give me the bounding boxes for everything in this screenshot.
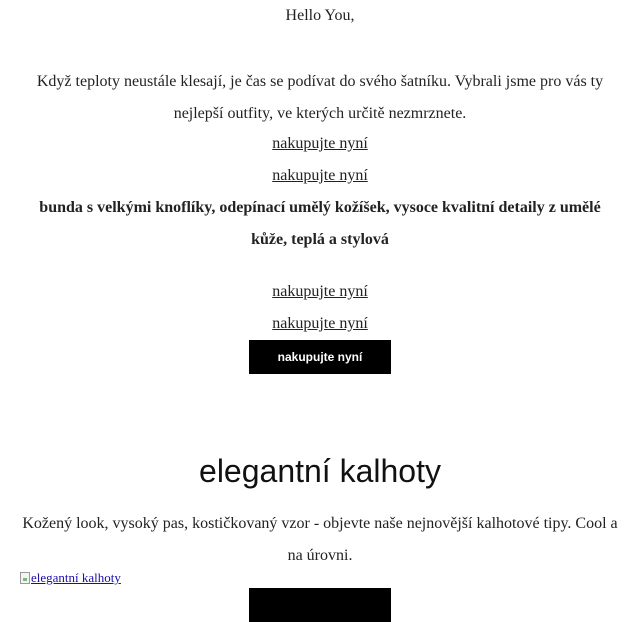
section-heading: elegantní kalhoty [199, 453, 441, 489]
shop-now-link-4[interactable]: nakupujte nyní [272, 315, 368, 332]
intro-text: Když teploty neustále klesají, je čas se podívat do svého šatníku. Vybrali jsme pro vás ty nejlepší outfity, ve kterých určitě nezmrznete. [36, 73, 604, 122]
shop-now-button[interactable]: nakupujte nyní [249, 340, 391, 374]
shop-now-button-2[interactable] [249, 588, 391, 622]
broken-image-icon [20, 572, 30, 584]
section-description: Kožený look, vysoký pas, kostičkovaný vzor - objevte naše nejnovější kalhotové tipy. Cool a na úrovni. [22, 515, 618, 564]
shop-now-link-3[interactable]: nakupujte nyní [272, 283, 368, 300]
product-description: bunda s velkými knoflíky, odepínací umělý kožíšek, vysoce kvalitní detaily z umělé kůže, teplá a stylová [39, 199, 601, 248]
product-image-alt: elegantní kalhoty [31, 570, 121, 585]
greeting: Hello You, [285, 7, 355, 24]
product-image-link[interactable] [20, 570, 121, 586]
shop-now-link-1[interactable]: nakupujte nyní [272, 135, 368, 152]
shop-now-link-2[interactable]: nakupujte nyní [272, 167, 368, 184]
